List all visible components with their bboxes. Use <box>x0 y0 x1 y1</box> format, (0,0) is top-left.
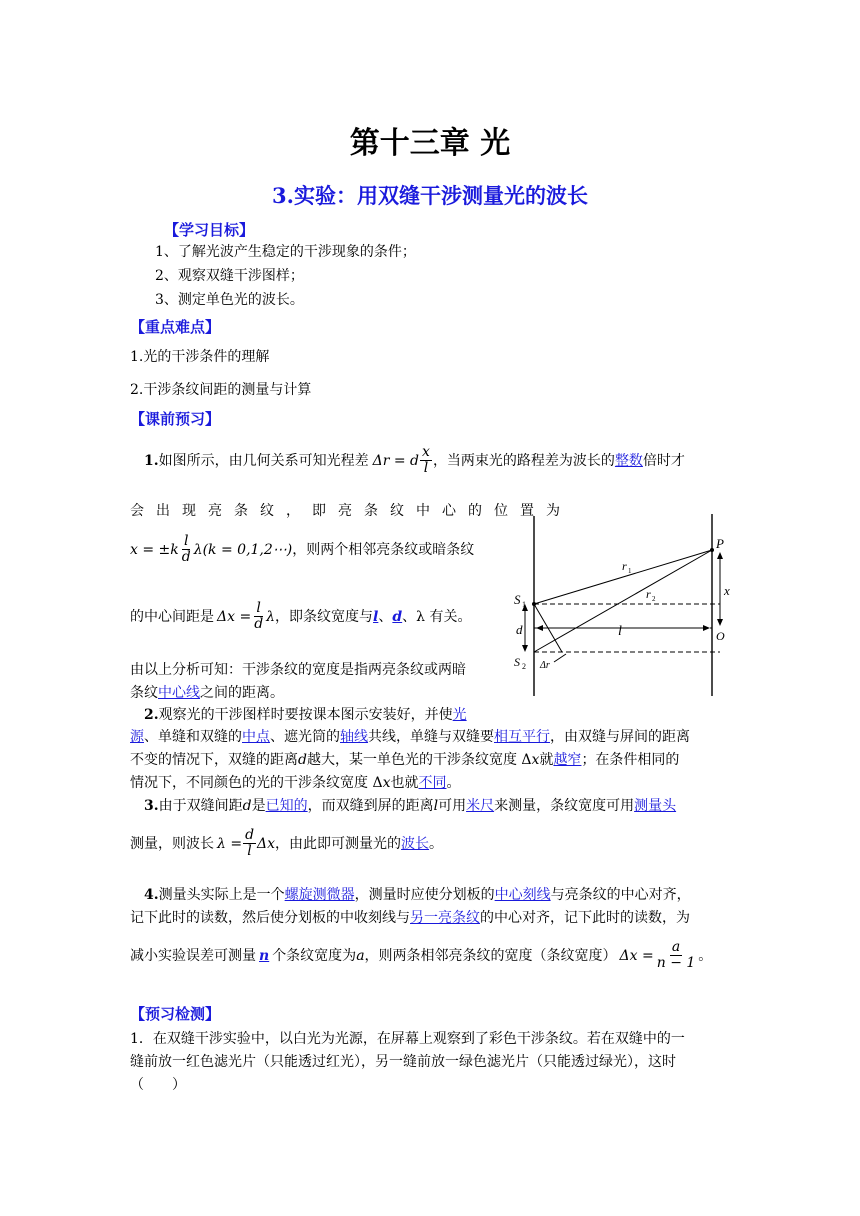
underlined-answer: 中心线 <box>158 685 200 701</box>
text-span: 。 <box>429 835 444 852</box>
text-span: 倍时才 <box>642 452 685 469</box>
label-o: O <box>716 629 725 643</box>
chapter-title: 第十三章 光 <box>349 126 511 161</box>
label-r2-sub: 2 <box>652 595 656 603</box>
text-span: 由于双缝间距 <box>158 798 243 814</box>
underlined-answer: 米尺 <box>466 798 495 814</box>
preview-p2-line3 <box>130 751 679 769</box>
preview-heading: 【课前预习】 <box>130 410 221 428</box>
item-number: 3. <box>144 798 159 814</box>
preview-p1-line5: 由以上分析可知：干涉条纹的宽度是指两亮条纹或两暗 <box>130 662 466 678</box>
text-span: 来测量，条纹宽度可用 <box>494 798 635 814</box>
numerator: a <box>671 939 681 955</box>
fraction-a-over-n-minus-1 <box>655 940 698 971</box>
p-point <box>710 548 714 552</box>
text-span: 观察光的干涉图样时要按课本图示安装好，并使 <box>158 707 453 723</box>
numerator: x <box>422 444 430 460</box>
underlined-answer: 已知的 <box>265 798 308 814</box>
preview-p1-line2: 会出现亮条纹，即亮条纹中心的位置为 <box>130 503 572 519</box>
formula-lhs: Δx = <box>217 608 252 625</box>
item-number: 2. <box>144 707 159 723</box>
preview-p3-line2 <box>130 828 443 859</box>
formula-lhs: λ = <box>217 835 243 852</box>
fraction-d-over-l <box>243 828 256 859</box>
key-point-item: 1.光的干涉条件的理解 <box>130 349 270 365</box>
text-span: ，而双缝到屏的距离 <box>307 798 434 814</box>
text-span: 、遮光筒的 <box>270 729 340 745</box>
underlined-answer: 波长 <box>401 835 430 852</box>
label-r2: r <box>646 587 651 601</box>
preview-p1-line1 <box>144 445 685 476</box>
underlined-answer: 相互平行 <box>494 729 550 745</box>
question-1-line2: 缝前放一红色滤光片（只能透过红光），另一缝前放一绿色滤光片（只能透过绿光），这时 <box>130 1054 676 1070</box>
preview-p3-line1 <box>144 797 676 815</box>
preview-p2-line2 <box>130 728 690 746</box>
label-r1-sub: 1 <box>628 567 632 575</box>
formula-lhs: Δr = d <box>372 452 420 469</box>
double-slit-diagram <box>510 512 740 698</box>
text-span: ，测量时应使分划板的 <box>354 887 495 903</box>
numerator: d <box>245 827 255 843</box>
label-delta-r: Δr <box>540 660 550 671</box>
underlined-answer: 另一亮条纹 <box>410 910 480 926</box>
text-span: 的中心间距是 <box>130 608 214 625</box>
text-span: 个条纹宽度为 <box>272 947 357 964</box>
formula-rhs: λ <box>266 608 276 625</box>
underlined-answer: 不同 <box>418 775 447 791</box>
formula-lhs: x = ±k <box>130 541 179 558</box>
preview-p4-line2 <box>130 909 690 927</box>
arrow-head <box>717 619 723 626</box>
formula-lhs: Δx = <box>619 947 654 964</box>
text-span: 不变的情况下，双缝的距离 <box>130 752 298 768</box>
text-span: 是 <box>251 798 266 814</box>
underlined-answer: 光 <box>452 707 467 723</box>
label-p: P <box>716 536 724 551</box>
objective-item: 1、了解光波产生稳定的干涉现象的条件； <box>155 244 416 260</box>
underlined-answer: 螺旋测微器 <box>284 887 355 903</box>
variable: a <box>356 947 365 964</box>
preview-p1-line6 <box>130 684 284 702</box>
text-span: 条纹 <box>130 685 158 701</box>
preview-p2-line4 <box>130 774 460 792</box>
text-span: 就 <box>539 752 554 768</box>
underlined-answer: 中点 <box>242 729 270 745</box>
underlined-answer: 整数 <box>614 452 643 469</box>
arrow-head <box>536 625 543 631</box>
dr-arrow <box>554 654 566 662</box>
formula-rhs: Δx <box>257 835 276 852</box>
variable: x <box>531 752 540 768</box>
label-s2: S <box>514 655 520 669</box>
text-span: 情况下，不同颜色的光的干涉条纹宽度 Δ <box>130 775 383 791</box>
lesson-title: 3.实验：用双缝干涉测量光的波长 <box>272 183 588 208</box>
variable: x <box>382 775 391 791</box>
text-span: ，则两个相邻亮条纹或暗条纹 <box>292 541 475 558</box>
fraction-l-over-d <box>252 601 265 632</box>
objective-item: 3、测定单色光的波长。 <box>155 292 304 308</box>
key-points-heading: 【重点难点】 <box>130 318 221 336</box>
preview-p1-line4 <box>130 601 471 632</box>
text-span: 的中心对齐，记下此时的读数，为 <box>480 910 690 926</box>
text-span: 也就 <box>390 775 419 791</box>
fraction-l-over-d <box>180 534 193 565</box>
text-span: 记下此时的读数，然后使分划板的中收刻线与 <box>130 910 410 926</box>
variable: d <box>298 752 307 768</box>
s1-point <box>532 602 536 606</box>
fraction-x-over-l <box>420 445 432 476</box>
underlined-answer: 源 <box>130 729 144 745</box>
key-point-item: 2.干涉条纹间距的测量与计算 <box>130 382 312 398</box>
item-number: 4. <box>144 887 159 903</box>
denominator: n − 1 <box>656 955 696 971</box>
text-span: 测量，则波长 <box>130 835 214 852</box>
label-d: d <box>516 622 523 637</box>
arrow-head <box>717 552 723 559</box>
denominator: d <box>254 616 264 632</box>
text-span: ，当两束光的路程差为波长的 <box>432 452 615 469</box>
text-span: ，则两条相邻亮条纹的宽度（条纹宽度） <box>364 947 617 964</box>
question-1-line1: 1．在双缝干涉实验中，以白光为光源，在屏幕上观察到了彩色干涉条纹。若在双缝中的一 <box>130 1031 685 1047</box>
text-span: ，由此即可测量光的 <box>275 835 402 852</box>
preview-p4-line3 <box>130 940 712 971</box>
label-r1: r <box>622 559 627 573</box>
denominator: l <box>247 843 252 859</box>
underlined-answer: 中心刻线 <box>494 887 551 903</box>
text-span: 、 <box>378 608 393 625</box>
variable: d <box>242 798 252 814</box>
arrow-head <box>703 625 710 631</box>
underlined-answer: 测量头 <box>634 798 677 814</box>
denominator: l <box>423 460 429 476</box>
label-x: x <box>724 583 730 598</box>
text-span: ；在条件相同的 <box>581 752 680 768</box>
question-1-answer-blank: （ ） <box>130 1077 186 1093</box>
text-span: 、单缝和双缝的 <box>144 729 242 745</box>
objectives-heading: 【学习目标】 <box>164 221 255 239</box>
label-s1-sub: 1 <box>522 600 526 609</box>
underlined-answer: d <box>392 608 403 625</box>
variable: l <box>433 798 439 814</box>
label-s2-sub: 2 <box>522 662 526 671</box>
preview-p4-line1 <box>144 886 691 904</box>
text-span: 、λ 有关。 <box>402 608 472 625</box>
numerator: l <box>183 533 189 549</box>
arrow-head <box>522 645 528 652</box>
text-span: 减小实验误差可测量 <box>130 947 256 964</box>
text-span: ，即条纹宽度与 <box>275 608 374 625</box>
label-l: l <box>618 624 622 639</box>
text-span: 与亮条纹的中心对齐， <box>550 887 691 903</box>
underlined-answer: 越窄 <box>553 752 582 768</box>
text-span: 共线，单缝与双缝要 <box>368 729 494 745</box>
text-span: 。 <box>698 947 713 964</box>
preview-p2-line1 <box>144 706 467 724</box>
text-span: 如图所示，由几何关系可知光程差 <box>158 452 369 469</box>
objective-item: 2、观察双缝干涉图样； <box>155 268 304 284</box>
label-s1: S <box>514 592 521 607</box>
formula-rhs: λ(k = 0,1,2⋯) <box>193 541 293 558</box>
underlined-answer: n <box>259 947 270 964</box>
text-span: 可用 <box>438 798 467 814</box>
numerator: l <box>256 600 261 616</box>
text-span: 越大，某一单色光的干涉条纹宽度 Δ <box>306 752 532 768</box>
text-span: 之间的距离。 <box>200 685 284 701</box>
preview-p1-line3 <box>130 534 474 565</box>
underlined-answer: 轴线 <box>340 729 368 745</box>
item-number: 1. <box>144 452 159 469</box>
text-span: ，由双缝与屏间的距离 <box>550 729 690 745</box>
text-span: 。 <box>446 775 461 791</box>
text-span: 测量头实际上是一个 <box>158 887 285 903</box>
denominator: d <box>181 549 191 565</box>
underlined-answer: l <box>373 608 379 625</box>
check-heading: 【预习检测】 <box>130 1005 221 1023</box>
